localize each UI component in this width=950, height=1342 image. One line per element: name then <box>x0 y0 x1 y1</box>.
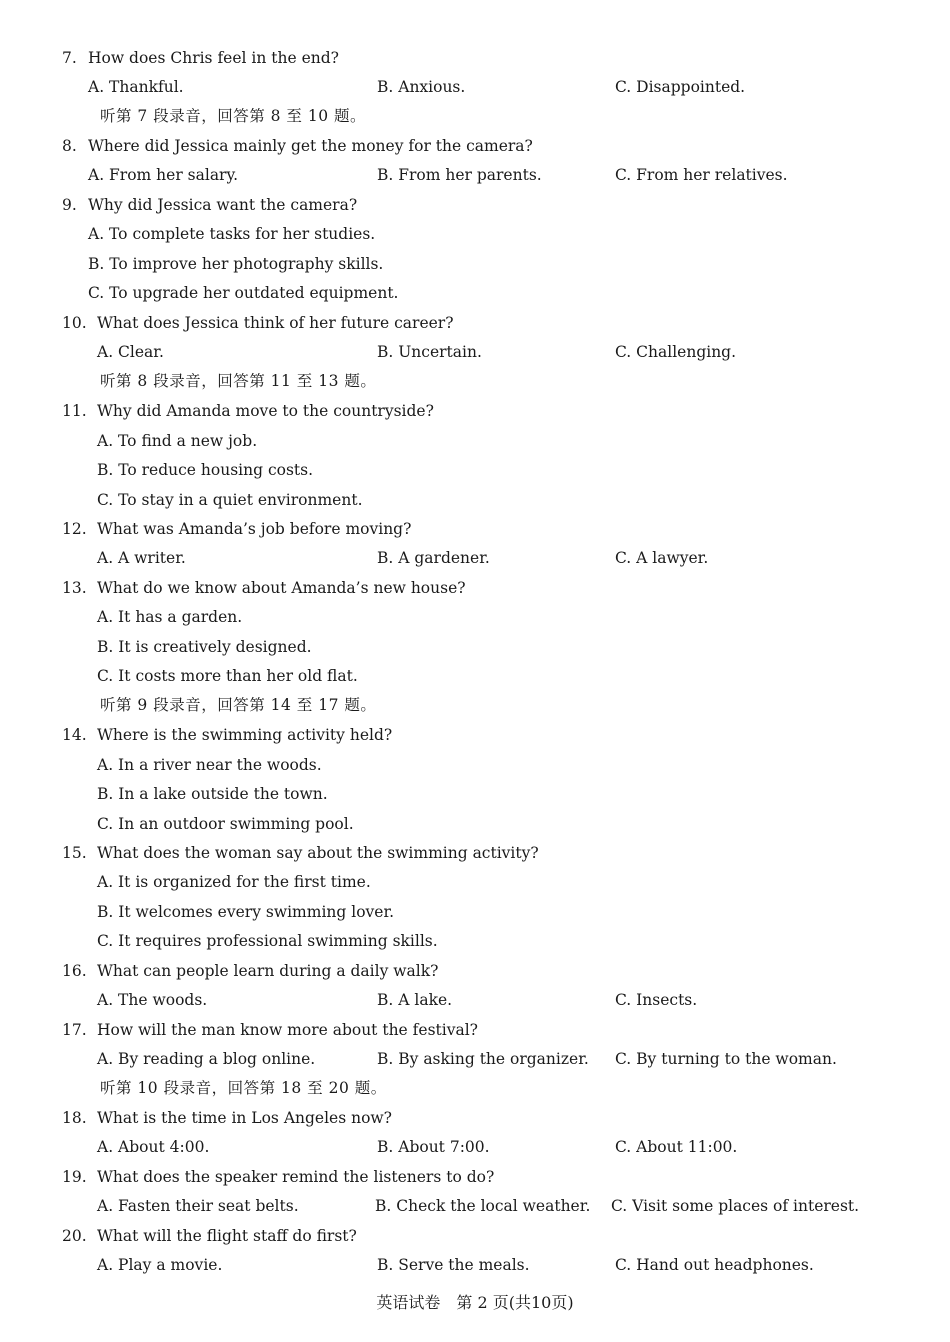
question-19-options <box>0 1193 950 1219</box>
question-9-option-a <box>0 221 950 247</box>
option-c: C. In an outdoor swimming pool. <box>97 815 354 833</box>
option-b: B. To improve her photography skills. <box>88 255 384 273</box>
option-a: A. Fasten their seat belts. <box>97 1197 299 1215</box>
option-c: C. Hand out headphones. <box>615 1256 814 1274</box>
question-text: Where is the swimming activity held? <box>97 726 393 744</box>
question-text: What do we know about Amanda’s new house? <box>97 579 466 597</box>
option-c: C. Challenging. <box>615 343 737 361</box>
question-15-option-c <box>0 928 950 954</box>
question-14 <box>0 722 950 748</box>
question-20 <box>0 1223 950 1249</box>
question-12-options <box>0 545 950 571</box>
option-a: A. Thankful. <box>88 78 184 96</box>
section-note-7 <box>0 103 950 129</box>
option-c: C. From her relatives. <box>615 166 788 184</box>
question-15 <box>0 840 950 866</box>
question-text: Where did Jessica mainly get the money for the camera? <box>88 137 533 155</box>
question-text: What does the speaker remind the listeners to do? <box>97 1168 495 1186</box>
question-13-option-a <box>0 604 950 630</box>
option-b: B. Check the local weather. <box>375 1197 591 1215</box>
question-15-option-b <box>0 899 950 925</box>
section-note-text: 听第 7 段录音，回答第 8 至 10 题。 <box>100 107 367 125</box>
question-9-option-c <box>0 280 950 306</box>
option-b: B. A lake. <box>377 991 453 1009</box>
question-number: 15. <box>62 844 87 862</box>
section-note-9 <box>0 692 950 718</box>
option-a: A. To complete tasks for her studies. <box>88 225 376 243</box>
option-a: A. It is organized for the first time. <box>97 873 371 891</box>
option-b: B. Serve the meals. <box>377 1256 530 1274</box>
page-footer: 英语试卷 第 2 页(共10页) <box>376 1293 574 1312</box>
question-7-options <box>0 74 950 100</box>
question-text: What will the flight staff do first? <box>97 1227 357 1245</box>
option-c: C. By turning to the woman. <box>615 1050 837 1068</box>
question-15-option-a <box>0 869 950 895</box>
option-c: C. Visit some places of interest. <box>611 1197 860 1215</box>
option-c: C. Insects. <box>615 991 698 1009</box>
option-a: A. From her salary. <box>88 166 239 184</box>
option-a: A. Play a movie. <box>97 1256 223 1274</box>
question-number: 20. <box>62 1227 87 1245</box>
question-text: How will the man know more about the festival? <box>97 1021 478 1039</box>
question-number: 19. <box>62 1168 87 1186</box>
option-c: C. To upgrade her outdated equipment. <box>88 284 399 302</box>
section-note-text: 听第 9 段录音，回答第 14 至 17 题。 <box>100 696 377 714</box>
option-a: A. About 4:00. <box>97 1138 210 1156</box>
option-a: A. The woods. <box>97 991 208 1009</box>
question-text: Why did Amanda move to the countryside? <box>97 402 434 420</box>
option-a: A. In a river near the woods. <box>97 756 322 774</box>
section-note-text: 听第 10 段录音，回答第 18 至 20 题。 <box>100 1079 387 1097</box>
question-10 <box>0 310 950 336</box>
question-text: What does Jessica think of her future career? <box>97 314 454 332</box>
question-13-option-b <box>0 634 950 660</box>
question-17-options <box>0 1046 950 1072</box>
option-b: B. Anxious. <box>377 78 466 96</box>
section-note-8 <box>0 368 950 394</box>
question-20-options <box>0 1252 950 1278</box>
option-c: C. It costs more than her old flat. <box>97 667 358 685</box>
question-8-options <box>0 162 950 188</box>
question-9-option-b <box>0 251 950 277</box>
question-18 <box>0 1105 950 1131</box>
question-14-option-a <box>0 752 950 778</box>
question-number: 11. <box>62 402 87 420</box>
question-16-options <box>0 987 950 1013</box>
option-c: C. To stay in a quiet environment. <box>97 491 363 509</box>
question-13 <box>0 575 950 601</box>
question-number: 9. <box>62 196 77 214</box>
option-c: C. Disappointed. <box>615 78 746 96</box>
option-b: B. It welcomes every swimming lover. <box>97 903 395 921</box>
question-16 <box>0 958 950 984</box>
option-a: A. Clear. <box>97 343 164 361</box>
option-b: B. From her parents. <box>377 166 542 184</box>
question-number: 18. <box>62 1109 87 1127</box>
question-11-option-c <box>0 487 950 513</box>
question-number: 8. <box>62 137 77 155</box>
question-9 <box>0 192 950 218</box>
question-text: What does the woman say about the swimming activity? <box>97 844 539 862</box>
question-18-options <box>0 1134 950 1160</box>
question-text: How does Chris feel in the end? <box>88 49 339 67</box>
option-b: B. By asking the organizer. <box>377 1050 589 1068</box>
option-b: B. In a lake outside the town. <box>97 785 328 803</box>
question-number: 10. <box>62 314 87 332</box>
option-b: B. About 7:00. <box>377 1138 490 1156</box>
question-7 <box>0 45 950 71</box>
section-note-10 <box>0 1075 950 1101</box>
question-19 <box>0 1164 950 1190</box>
question-12 <box>0 516 950 542</box>
question-13-option-c <box>0 663 950 689</box>
question-10-options <box>0 339 950 365</box>
question-11 <box>0 398 950 424</box>
question-14-option-c <box>0 811 950 837</box>
question-8 <box>0 133 950 159</box>
option-c: C. It requires professional swimming skills. <box>97 932 438 950</box>
question-text: Why did Jessica want the camera? <box>88 196 358 214</box>
option-b: B. To reduce housing costs. <box>97 461 314 479</box>
section-note-text: 听第 8 段录音，回答第 11 至 13 题。 <box>100 372 377 390</box>
option-a: A. To find a new job. <box>97 432 258 450</box>
question-number: 17. <box>62 1021 87 1039</box>
question-text: What is the time in Los Angeles now? <box>97 1109 392 1127</box>
question-number: 13. <box>62 579 87 597</box>
option-c: C. About 11:00. <box>615 1138 738 1156</box>
question-number: 7. <box>62 49 77 67</box>
question-11-option-a <box>0 428 950 454</box>
question-number: 12. <box>62 520 87 538</box>
question-number: 16. <box>62 962 87 980</box>
option-c: C. A lawyer. <box>615 549 709 567</box>
question-11-option-b <box>0 457 950 483</box>
option-b: B. It is creatively designed. <box>97 638 312 656</box>
option-a: A. It has a garden. <box>97 608 243 626</box>
question-number: 14. <box>62 726 87 744</box>
question-14-option-b <box>0 781 950 807</box>
option-a: A. A writer. <box>97 549 186 567</box>
option-a: A. By reading a blog online. <box>97 1050 316 1068</box>
question-text: What was Amanda’s job before moving? <box>97 520 412 538</box>
question-text: What can people learn during a daily walk? <box>97 962 439 980</box>
option-b: B. Uncertain. <box>377 343 482 361</box>
option-b: B. A gardener. <box>377 549 490 567</box>
question-17 <box>0 1017 950 1043</box>
